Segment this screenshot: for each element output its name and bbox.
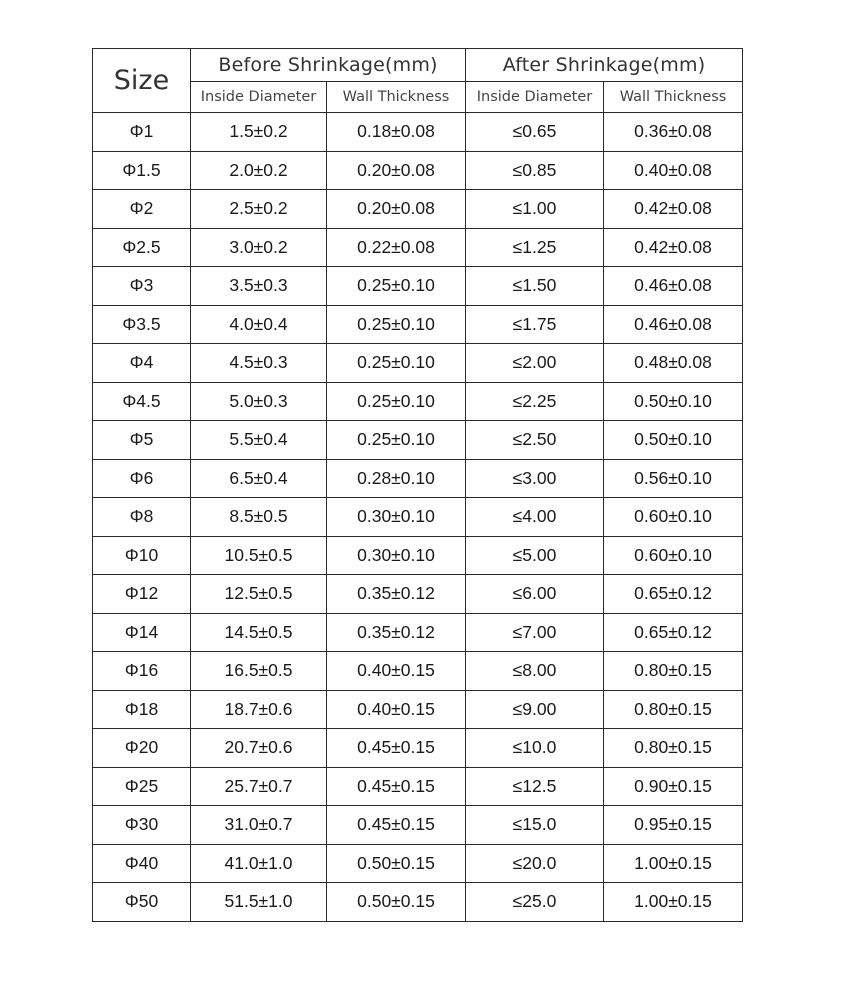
after-inside-diameter-cell: ≤7.00 <box>466 613 604 652</box>
size-cell: Φ1 <box>93 113 191 152</box>
after-wall-thickness-cell: 0.95±0.15 <box>604 806 743 845</box>
after-shrinkage-header: After Shrinkage(mm) <box>466 49 743 82</box>
size-cell: Φ3 <box>93 267 191 306</box>
before-inside-diameter-cell: 31.0±0.7 <box>191 806 327 845</box>
size-cell: Φ40 <box>93 844 191 883</box>
after-inside-diameter-cell: ≤2.50 <box>466 421 604 460</box>
after-inside-diameter-cell: ≤1.50 <box>466 267 604 306</box>
after-wall-thickness-cell: 0.46±0.08 <box>604 267 743 306</box>
table-row <box>93 113 743 152</box>
table-row <box>93 459 743 498</box>
before-inside-diameter-cell: 5.5±0.4 <box>191 421 327 460</box>
before-inside-diameter-cell: 3.0±0.2 <box>191 228 327 267</box>
before-inside-diameter-cell: 2.0±0.2 <box>191 151 327 190</box>
before-inside-diameter-header: Inside Diameter <box>191 82 327 113</box>
size-cell: Φ4.5 <box>93 382 191 421</box>
table-header <box>93 49 743 113</box>
after-inside-diameter-cell: ≤6.00 <box>466 575 604 614</box>
before-wall-thickness-cell: 0.22±0.08 <box>327 228 466 267</box>
table-row <box>93 575 743 614</box>
size-cell: Φ3.5 <box>93 305 191 344</box>
before-wall-thickness-cell: 0.18±0.08 <box>327 113 466 152</box>
after-wall-thickness-cell: 0.80±0.15 <box>604 652 743 691</box>
before-inside-diameter-cell: 4.5±0.3 <box>191 344 327 383</box>
table-row <box>93 806 743 845</box>
after-wall-thickness-cell: 0.50±0.10 <box>604 382 743 421</box>
before-inside-diameter-cell: 1.5±0.2 <box>191 113 327 152</box>
before-inside-diameter-cell: 14.5±0.5 <box>191 613 327 652</box>
after-wall-thickness-cell: 0.42±0.08 <box>604 190 743 229</box>
header-row-groups <box>93 49 743 82</box>
after-wall-thickness-cell: 0.80±0.15 <box>604 690 743 729</box>
table-row <box>93 190 743 229</box>
after-inside-diameter-cell: ≤1.25 <box>466 228 604 267</box>
after-inside-diameter-cell: ≤20.0 <box>466 844 604 883</box>
before-inside-diameter-cell: 41.0±1.0 <box>191 844 327 883</box>
table-row <box>93 690 743 729</box>
before-wall-thickness-header: Wall Thickness <box>327 82 466 113</box>
after-wall-thickness-cell: 1.00±0.15 <box>604 844 743 883</box>
after-inside-diameter-cell: ≤12.5 <box>466 767 604 806</box>
before-inside-diameter-cell: 12.5±0.5 <box>191 575 327 614</box>
after-inside-diameter-cell: ≤8.00 <box>466 652 604 691</box>
table-row <box>93 421 743 460</box>
before-wall-thickness-cell: 0.20±0.08 <box>327 151 466 190</box>
table-row <box>93 228 743 267</box>
table-row <box>93 536 743 575</box>
before-wall-thickness-cell: 0.40±0.15 <box>327 652 466 691</box>
before-shrinkage-header: Before Shrinkage(mm) <box>191 49 466 82</box>
table-body <box>93 113 743 922</box>
after-wall-thickness-cell: 1.00±0.15 <box>604 883 743 922</box>
before-wall-thickness-cell: 0.35±0.12 <box>327 575 466 614</box>
after-inside-diameter-cell: ≤0.65 <box>466 113 604 152</box>
header-row-subcolumns <box>93 82 743 113</box>
before-inside-diameter-cell: 20.7±0.6 <box>191 729 327 768</box>
before-wall-thickness-cell: 0.25±0.10 <box>327 421 466 460</box>
before-inside-diameter-cell: 5.0±0.3 <box>191 382 327 421</box>
before-wall-thickness-cell: 0.45±0.15 <box>327 729 466 768</box>
table-row <box>93 652 743 691</box>
before-wall-thickness-cell: 0.20±0.08 <box>327 190 466 229</box>
table-row <box>93 613 743 652</box>
size-cell: Φ5 <box>93 421 191 460</box>
table-row <box>93 305 743 344</box>
size-cell: Φ30 <box>93 806 191 845</box>
size-cell: Φ4 <box>93 344 191 383</box>
size-cell: Φ2 <box>93 190 191 229</box>
before-inside-diameter-cell: 25.7±0.7 <box>191 767 327 806</box>
table-row <box>93 844 743 883</box>
before-wall-thickness-cell: 0.45±0.15 <box>327 806 466 845</box>
before-wall-thickness-cell: 0.28±0.10 <box>327 459 466 498</box>
before-wall-thickness-cell: 0.35±0.12 <box>327 613 466 652</box>
size-cell: Φ16 <box>93 652 191 691</box>
size-cell: Φ1.5 <box>93 151 191 190</box>
size-cell: Φ6 <box>93 459 191 498</box>
before-inside-diameter-cell: 16.5±0.5 <box>191 652 327 691</box>
table-row <box>93 344 743 383</box>
size-cell: Φ50 <box>93 883 191 922</box>
after-inside-diameter-cell: ≤10.0 <box>466 729 604 768</box>
before-wall-thickness-cell: 0.25±0.10 <box>327 267 466 306</box>
after-inside-diameter-cell: ≤2.25 <box>466 382 604 421</box>
before-inside-diameter-cell: 4.0±0.4 <box>191 305 327 344</box>
before-wall-thickness-cell: 0.45±0.15 <box>327 767 466 806</box>
after-wall-thickness-cell: 0.48±0.08 <box>604 344 743 383</box>
table-row <box>93 382 743 421</box>
before-wall-thickness-cell: 0.25±0.10 <box>327 344 466 383</box>
before-wall-thickness-cell: 0.30±0.10 <box>327 498 466 537</box>
after-wall-thickness-cell: 0.40±0.08 <box>604 151 743 190</box>
size-cell: Φ8 <box>93 498 191 537</box>
after-wall-thickness-header: Wall Thickness <box>604 82 743 113</box>
size-cell: Φ18 <box>93 690 191 729</box>
table-row <box>93 767 743 806</box>
before-inside-diameter-cell: 18.7±0.6 <box>191 690 327 729</box>
size-cell: Φ20 <box>93 729 191 768</box>
size-cell: Φ2.5 <box>93 228 191 267</box>
table-row <box>93 267 743 306</box>
before-inside-diameter-cell: 8.5±0.5 <box>191 498 327 537</box>
table-row <box>93 883 743 922</box>
after-wall-thickness-cell: 0.90±0.15 <box>604 767 743 806</box>
before-wall-thickness-cell: 0.25±0.10 <box>327 305 466 344</box>
after-wall-thickness-cell: 0.65±0.12 <box>604 575 743 614</box>
before-wall-thickness-cell: 0.50±0.15 <box>327 844 466 883</box>
size-cell: Φ14 <box>93 613 191 652</box>
after-wall-thickness-cell: 0.80±0.15 <box>604 729 743 768</box>
size-column-header: Size <box>93 49 191 113</box>
size-cell: Φ25 <box>93 767 191 806</box>
after-inside-diameter-cell: ≤1.00 <box>466 190 604 229</box>
after-inside-diameter-cell: ≤4.00 <box>466 498 604 537</box>
before-inside-diameter-cell: 3.5±0.3 <box>191 267 327 306</box>
after-inside-diameter-cell: ≤0.85 <box>466 151 604 190</box>
before-inside-diameter-cell: 6.5±0.4 <box>191 459 327 498</box>
before-wall-thickness-cell: 0.25±0.10 <box>327 382 466 421</box>
after-wall-thickness-cell: 0.65±0.12 <box>604 613 743 652</box>
after-wall-thickness-cell: 0.46±0.08 <box>604 305 743 344</box>
size-cell: Φ12 <box>93 575 191 614</box>
table-row <box>93 151 743 190</box>
table-row <box>93 729 743 768</box>
after-wall-thickness-cell: 0.60±0.10 <box>604 498 743 537</box>
after-inside-diameter-cell: ≤9.00 <box>466 690 604 729</box>
size-cell: Φ10 <box>93 536 191 575</box>
before-wall-thickness-cell: 0.40±0.15 <box>327 690 466 729</box>
after-inside-diameter-cell: ≤5.00 <box>466 536 604 575</box>
before-inside-diameter-cell: 51.5±1.0 <box>191 883 327 922</box>
after-wall-thickness-cell: 0.60±0.10 <box>604 536 743 575</box>
before-wall-thickness-cell: 0.30±0.10 <box>327 536 466 575</box>
before-inside-diameter-cell: 2.5±0.2 <box>191 190 327 229</box>
before-wall-thickness-cell: 0.50±0.15 <box>327 883 466 922</box>
after-inside-diameter-cell: ≤15.0 <box>466 806 604 845</box>
before-inside-diameter-cell: 10.5±0.5 <box>191 536 327 575</box>
after-wall-thickness-cell: 0.50±0.10 <box>604 421 743 460</box>
after-inside-diameter-cell: ≤25.0 <box>466 883 604 922</box>
after-inside-diameter-cell: ≤3.00 <box>466 459 604 498</box>
after-inside-diameter-header: Inside Diameter <box>466 82 604 113</box>
after-wall-thickness-cell: 0.56±0.10 <box>604 459 743 498</box>
after-wall-thickness-cell: 0.36±0.08 <box>604 113 743 152</box>
shrinkage-spec-table <box>92 48 743 922</box>
after-wall-thickness-cell: 0.42±0.08 <box>604 228 743 267</box>
after-inside-diameter-cell: ≤1.75 <box>466 305 604 344</box>
table-row <box>93 498 743 537</box>
after-inside-diameter-cell: ≤2.00 <box>466 344 604 383</box>
